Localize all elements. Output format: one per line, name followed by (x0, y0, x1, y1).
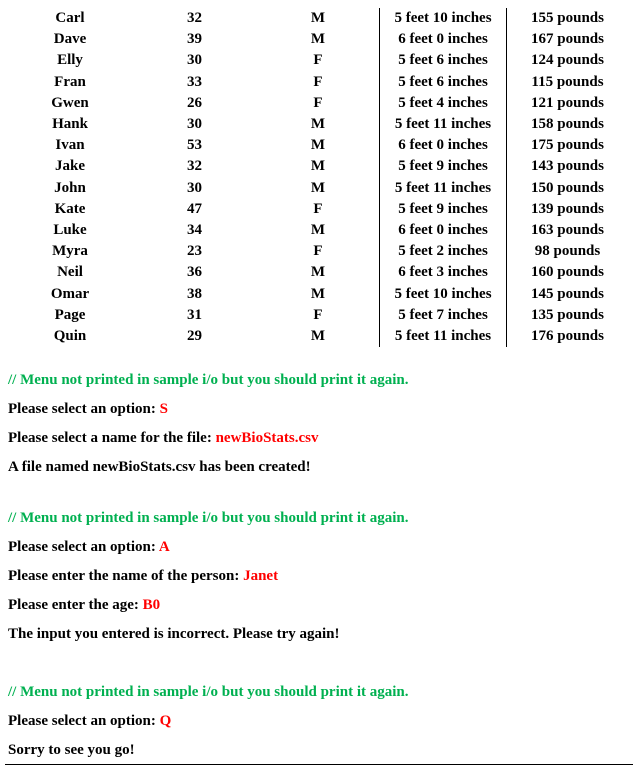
table-row (8, 50, 628, 71)
table-row (8, 305, 628, 326)
select-option-line-add (8, 539, 170, 556)
cell-age: 30 (187, 116, 202, 133)
cell-weight: 160 pounds (531, 264, 604, 281)
cell-height: 6 feet 3 inches (380, 262, 507, 283)
table-row (8, 284, 628, 305)
cell-name: John (54, 179, 86, 196)
cell-weight: 145 pounds (531, 285, 604, 302)
table-row (8, 114, 628, 135)
table-row (8, 156, 628, 177)
cell-gender: M (257, 284, 380, 305)
cell-weight: 167 pounds (531, 31, 604, 48)
cell-name: Kate (54, 200, 86, 217)
cell-age: 30 (187, 179, 202, 196)
cell-age: 32 (187, 10, 202, 26)
cell-gender: F (257, 305, 380, 326)
cell-name: Quin (53, 328, 87, 345)
table-row (8, 326, 628, 347)
age-prompt: Please enter the age: (8, 597, 143, 613)
comment-line-1: // Menu not printed in sample i/o but you should print it again. (8, 372, 409, 388)
cell-name: Myra (52, 243, 88, 260)
cell-age: 30 (187, 52, 202, 69)
cell-weight: 176 pounds (531, 328, 604, 345)
cell-height: 5 feet 9 inches (380, 156, 507, 177)
cell-name: Luke (53, 222, 87, 239)
table-row (8, 220, 628, 241)
cell-height: 6 feet 0 inches (380, 135, 507, 156)
file-created-message: A file named newBioStats.csv has been created! (8, 459, 311, 475)
table-row (8, 135, 628, 156)
input-error-message: The input you entered is incorrect. Please try again! (8, 626, 340, 642)
bottom-divider (5, 764, 633, 765)
select-option-prompt: Please select an option: (8, 401, 160, 417)
table-row (8, 29, 628, 50)
cell-height: 6 feet 0 inches (380, 29, 507, 50)
cell-weight: 158 pounds (531, 116, 604, 133)
cell-gender: F (257, 50, 380, 71)
cell-age: 34 (187, 222, 202, 239)
user-input-option-quit: Q (159, 713, 172, 729)
bio-stats-table-body (8, 8, 628, 347)
cell-height: 5 feet 10 inches (380, 284, 507, 305)
cell-weight: 150 pounds (531, 179, 604, 196)
cell-name: Hank (52, 116, 88, 133)
bio-stats-table (8, 8, 628, 347)
cell-gender: F (257, 241, 380, 262)
user-input-option-save: S (159, 401, 168, 417)
cell-gender: M (257, 220, 380, 241)
cell-name: Carl (55, 10, 85, 26)
person-name-prompt-line (8, 568, 278, 585)
table-row (8, 8, 628, 29)
cell-age: 33 (187, 73, 202, 90)
select-option-prompt: Please select an option: (8, 713, 160, 729)
cell-age: 32 (187, 158, 202, 175)
cell-name: Omar (50, 285, 90, 302)
cell-height: 6 feet 0 inches (380, 220, 507, 241)
cell-weight: 121 pounds (531, 94, 604, 111)
cell-height: 5 feet 11 inches (380, 114, 507, 135)
table-row (8, 93, 628, 114)
cell-weight: 163 pounds (531, 222, 604, 239)
cell-name: Neil (57, 264, 83, 281)
cell-gender: M (257, 135, 380, 156)
cell-age: 53 (187, 137, 202, 154)
cell-weight: 155 pounds (531, 10, 604, 26)
cell-age: 23 (187, 243, 202, 260)
select-option-line-quit (8, 713, 171, 730)
comment-line-3: // Menu not printed in sample i/o but you should print it again. (8, 684, 409, 700)
table-row (8, 178, 628, 199)
select-option-line-save (8, 401, 168, 418)
file-name-prompt: Please select a name for the file: (8, 430, 216, 446)
user-input-option-add: A (158, 539, 170, 555)
cell-weight: 124 pounds (531, 52, 604, 69)
table-row (8, 241, 628, 262)
age-prompt-line (8, 597, 160, 614)
person-name-prompt: Please enter the name of the person: (8, 568, 244, 584)
comment-line-2: // Menu not printed in sample i/o but you should print it again. (8, 510, 409, 526)
cell-gender: M (257, 114, 380, 135)
user-input-age: B0 (142, 597, 161, 613)
cell-height: 5 feet 7 inches (380, 305, 507, 326)
goodbye-message: Sorry to see you go! (8, 742, 135, 758)
cell-age: 47 (187, 200, 202, 217)
cell-weight: 115 pounds (531, 73, 604, 90)
cell-gender: M (257, 29, 380, 50)
cell-weight: 175 pounds (531, 137, 604, 154)
cell-age: 29 (187, 328, 202, 345)
cell-name: Page (54, 306, 86, 323)
cell-gender: F (257, 93, 380, 114)
cell-height: 5 feet 10 inches (380, 8, 507, 29)
user-input-person-name: Janet (243, 568, 279, 584)
cell-gender: M (257, 326, 380, 347)
cell-gender: M (257, 178, 380, 199)
select-option-prompt: Please select an option: (8, 539, 159, 555)
cell-height: 5 feet 6 inches (380, 72, 507, 93)
cell-height: 5 feet 2 inches (380, 241, 507, 262)
user-input-file-name: newBioStats.csv (215, 430, 319, 446)
cell-gender: M (257, 156, 380, 177)
cell-name: Elly (57, 52, 83, 69)
cell-weight: 135 pounds (531, 306, 604, 323)
cell-name: Dave (53, 31, 87, 48)
cell-name: Gwen (51, 94, 89, 111)
cell-age: 39 (187, 31, 202, 48)
cell-age: 36 (187, 264, 202, 281)
cell-height: 5 feet 11 inches (380, 178, 507, 199)
cell-age: 31 (187, 306, 202, 323)
cell-age: 26 (187, 94, 202, 111)
cell-gender: F (257, 199, 380, 220)
cell-weight: 143 pounds (531, 158, 604, 175)
cell-height: 5 feet 9 inches (380, 199, 507, 220)
cell-gender: M (257, 262, 380, 283)
cell-name: Fran (54, 73, 86, 90)
file-name-prompt-line (8, 430, 318, 447)
table-row (8, 262, 628, 283)
table-row (8, 199, 628, 220)
cell-gender: M (257, 8, 380, 29)
cell-gender: F (257, 72, 380, 93)
cell-age: 38 (187, 285, 202, 302)
cell-height: 5 feet 11 inches (380, 326, 507, 347)
cell-height: 5 feet 4 inches (380, 93, 507, 114)
cell-name: Jake (55, 158, 85, 175)
cell-weight: 139 pounds (531, 200, 604, 217)
table-row (8, 72, 628, 93)
cell-weight: 98 pounds (534, 243, 601, 260)
cell-name: Ivan (55, 137, 85, 154)
cell-height: 5 feet 6 inches (380, 50, 507, 71)
